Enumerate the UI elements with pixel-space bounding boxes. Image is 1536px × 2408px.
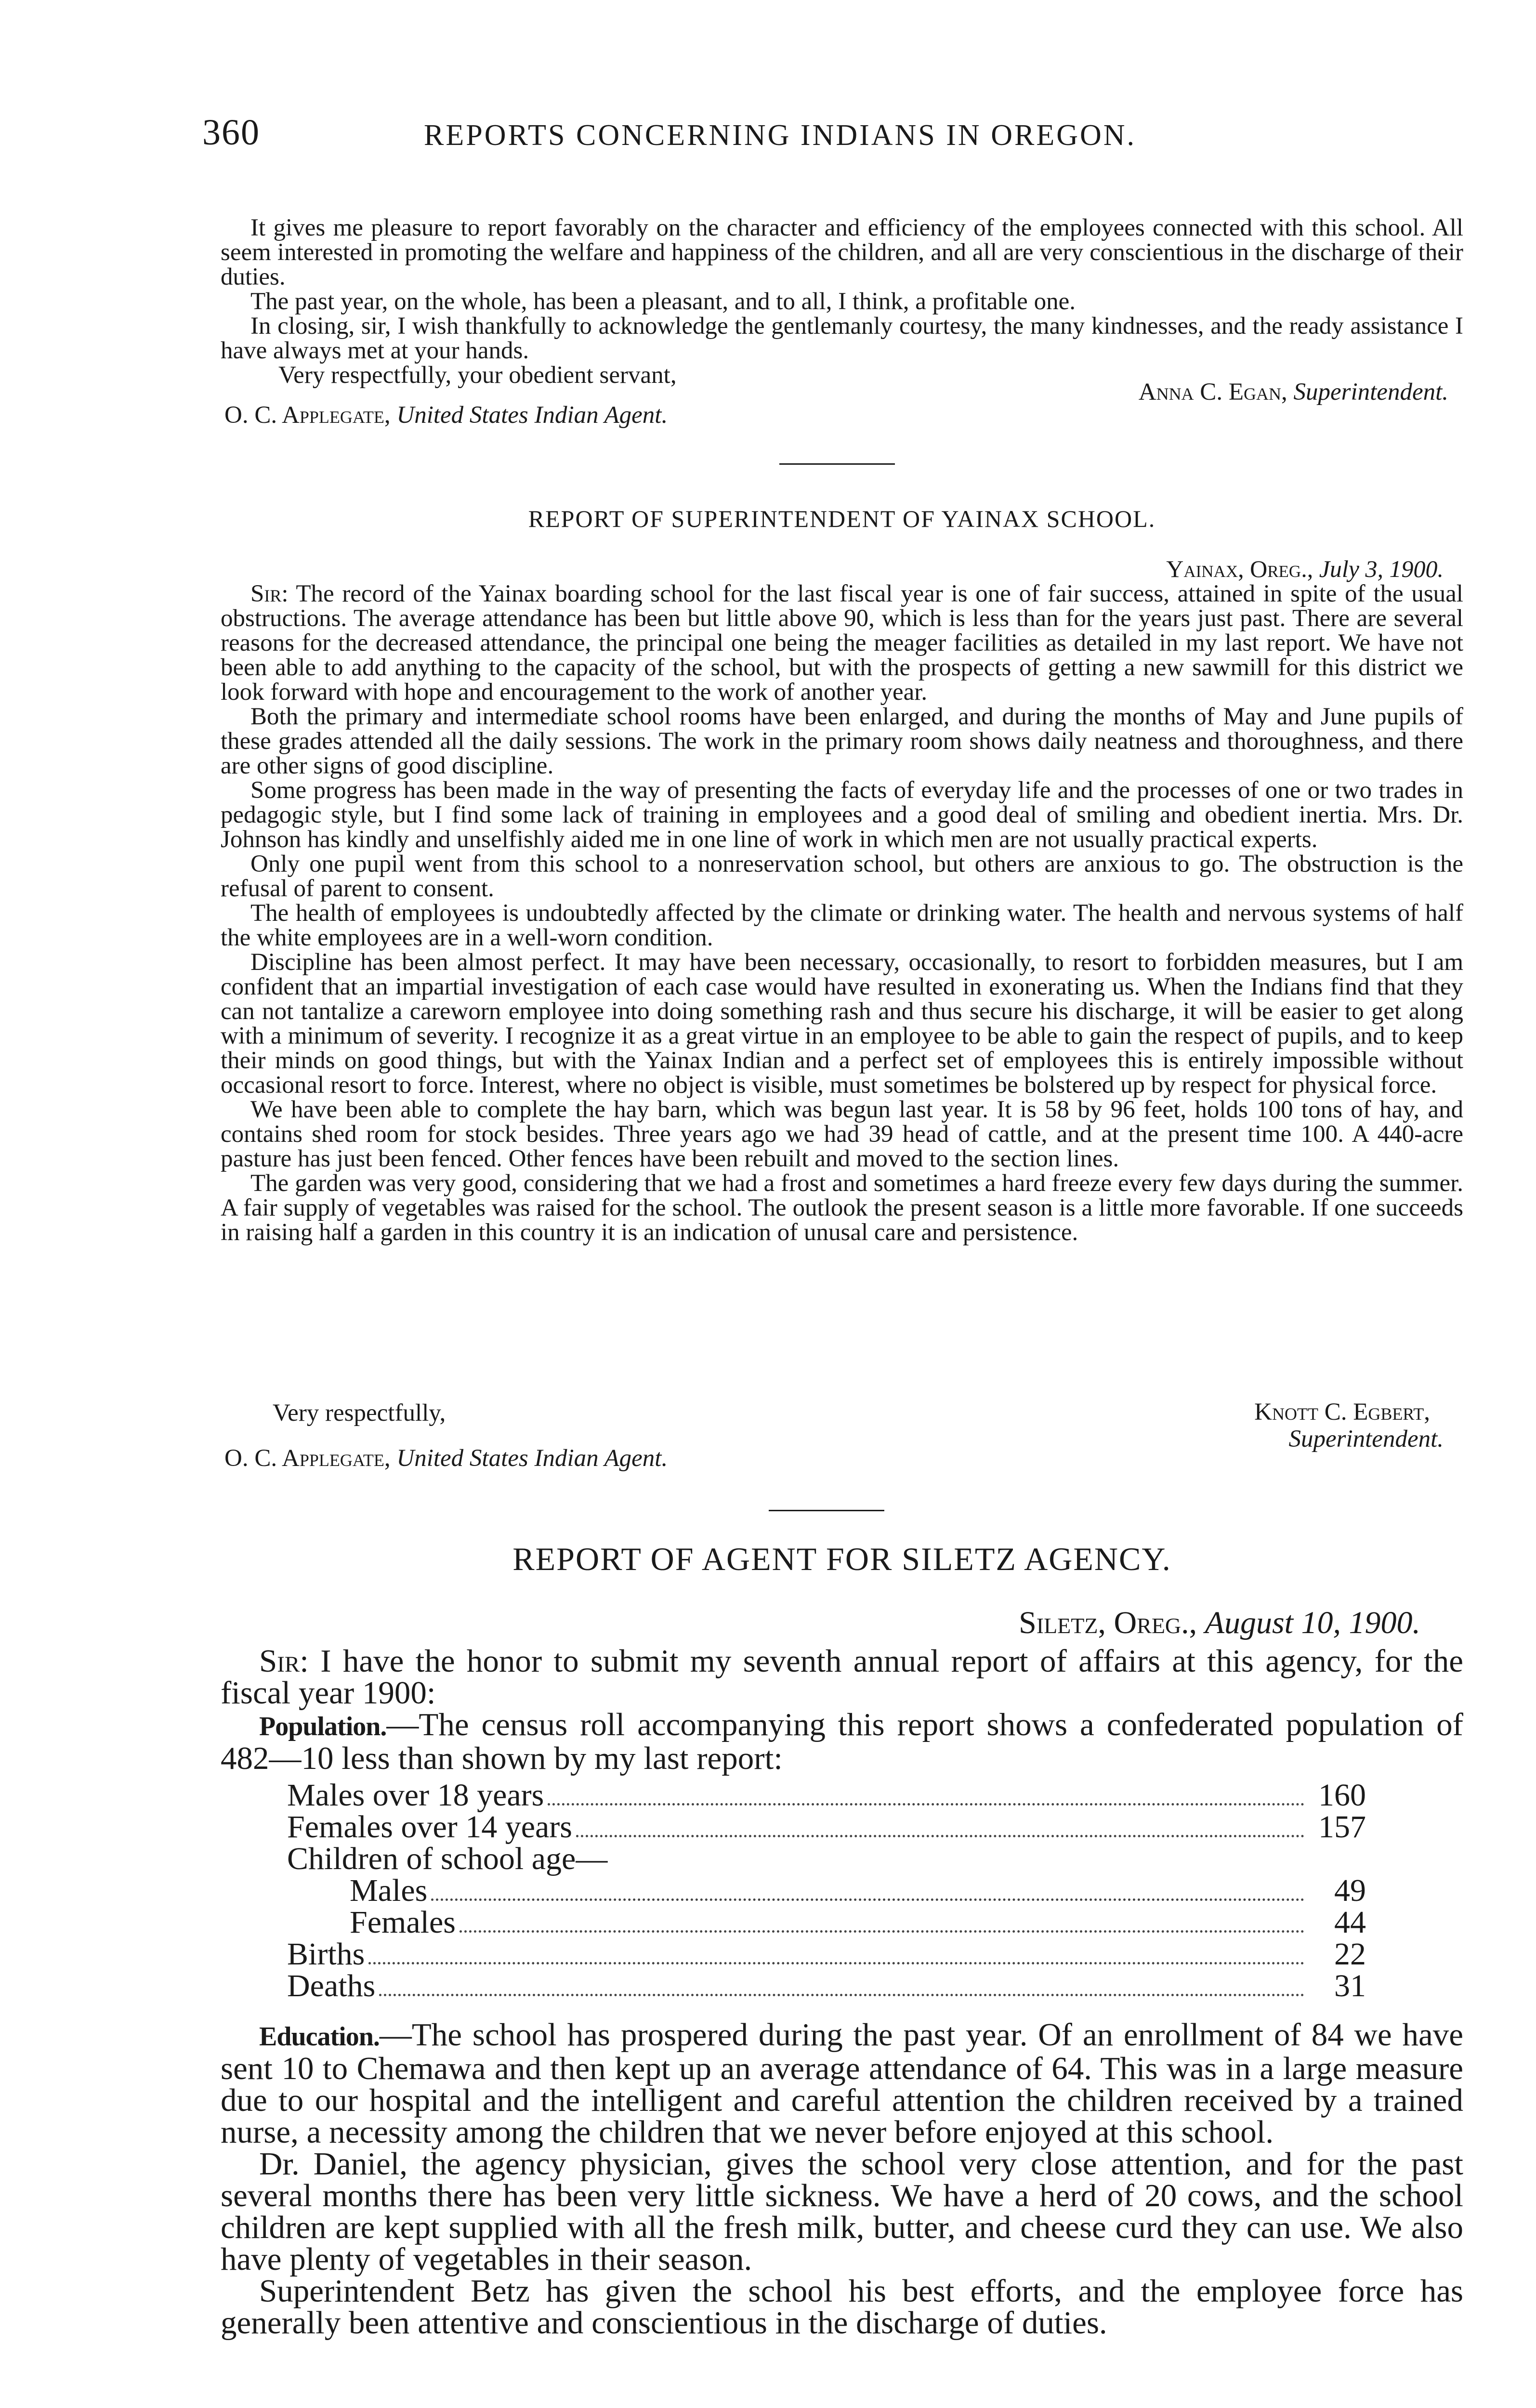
paragraph: Both the primary and intermediate school rooms have been enlarged, and during the months of May and June pupils of these grades attended all the daily sessions. The work in the primary room shows daily neatness and thoroughness, and there are other signs of good discipline. (221, 703, 1463, 779)
paragraph: We have been able to complete the hay barn, which was begun last year. It is 58 by 96 feet, holds 100 tons of hay, and contains shed room for stock besides. Three years ago we had 39 head of cattle, and at the present time 100. A 440-acre pasture has just been fenced. Other fences have been rebuilt and moved to the section lines. (221, 1096, 1463, 1172)
paragraph: Sir: The record of the Yainax boarding school for the last fiscal year is one of fair success, attained in spite of the usual obstructions. The average attendance has been but little above 90, which is less than for the years just past. There are several reasons for the decreased attendance, the principal one being the meager facilities as detailed in my last report. We have not been able to add anything to the capacity of the school, but with the prospects of getting a new sawmill for this district we look forward with hope and encouragement to the work of another year. (221, 580, 1463, 706)
addressee-name: O. C. Applegate, (224, 402, 391, 429)
education-heading: Education. (259, 2022, 380, 2052)
row-label: Males (350, 1873, 428, 1908)
paragraph: Discipline has been almost perfect. It may have been necessary, occasionally, to resort to forbidden measures, but I am confident that an impartial investigation of each case would have resulted in exonerating us. When the Indians find that they can not tantalize a careworn employee into doing something rash and thus secure his discharge, it will be easier to get along with a minimum of severity. I recognize it as a great virtue in an employee to be able to gain the respect of pupils, and to keep their minds on good things, but with the Yainax Indian and a perfect set of employees this is entirely impossible without occasional resort to force. Interest, where no object is visible, must sometimes be bolstered up by respect for physical force. (221, 949, 1463, 1099)
yainax-body (221, 582, 1463, 1245)
paragraph: Some progress has been made in the way of presenting the facts of everyday life and the processes of one or two trades in pedagogic style, but I find some lack of training in employees and a good deal of smiling and obedient inertia. Mrs. Dr. Johnson has kindly and unselfishly aided me in one line of work in which men are not usually practical experts. (221, 777, 1463, 853)
siletz-title: REPORT OF AGENT FOR SILETZ AGENCY. (512, 1541, 1171, 1577)
yainax-closing: Very respectfully, (273, 1400, 446, 1426)
yainax-dateline (1166, 555, 1444, 583)
leader-dots (548, 1803, 1304, 1806)
row-value: 44 (1334, 1905, 1366, 1940)
yainax-signature (1254, 1399, 1444, 1453)
leader-dots (431, 1898, 1304, 1901)
paragraph: Dr. Daniel, the agency physician, gives the school very close attention, and for the past several months there has been very little sickness. We have a herd of 20 cows, and the school children are kept supplied with all the fresh milk, butter, and cheese curd they can use. We also have plenty of vegetables in their season. (221, 2146, 1463, 2277)
row-value: 160 (1318, 1778, 1366, 1813)
population-heading: Population. (259, 1712, 387, 1741)
population-table (287, 1777, 1366, 2003)
row-label: Males over 18 years (287, 1778, 544, 1813)
paragraph: The garden was very good, considering that we had a frost and sometimes a hard freeze every few days during the summer. A fair supply of vegetables was raised for the school. The outlook the present season is a little more favorable. If one succeeds in raising half a garden in this country it is an indication of unusal care and persistence. (221, 1170, 1463, 1246)
siletz-intro (221, 1645, 1463, 1774)
paragraph: Population.—The census roll accompanying this report shows a confederated population of 482—10 less than shown by my last report: (221, 1707, 1463, 1776)
leader-dots (379, 1994, 1304, 1996)
prev-signature (1139, 379, 1448, 406)
paragraph: In closing, sir, I wish thankfully to acknowledge the gentlemanly courtesy, the many kindnesses, and the ready assistance I have always met at your hands. (221, 313, 1463, 364)
row-value: 49 (1334, 1873, 1366, 1908)
paragraph: The health of employees is undoubtedly affected by the climate or drinking water. The health and nervous systems of half the white employees are in a well-worn condition. (221, 900, 1463, 951)
section-divider (769, 1510, 884, 1511)
salutation: Sir: (259, 1643, 309, 1679)
salutation: Sir: (250, 580, 289, 607)
prev-report-body (221, 216, 1463, 388)
yainax-addressee (224, 1445, 668, 1472)
row-label: Females (350, 1905, 456, 1940)
row-label: Children of school age— (287, 1841, 608, 1876)
paragraph: It gives me pleasure to report favorably on the character and efficiency of the employees connected with this school. All seem interested in promoting the welfare and happiness of the children, and all are very conscientious in the discharge of their duties. (221, 214, 1463, 290)
signer-title: Superintendent. (1288, 1426, 1444, 1453)
row-value: 22 (1334, 1937, 1366, 1972)
page-header (202, 112, 1464, 170)
table-row (287, 1904, 1366, 1940)
signer-title: Superintendent. (1293, 379, 1448, 406)
prev-addressee (224, 402, 668, 429)
section-divider (779, 463, 895, 465)
addressee-title: United States Indian Agent. (396, 1445, 668, 1472)
paragraph: The past year, on the whole, has been a pleasant, and to all, I think, a profitable one. (250, 288, 1076, 315)
dateline-place: Siletz, Oreg., (1019, 1605, 1197, 1640)
table-row (287, 1968, 1366, 2003)
yainax-title: REPORT OF SUPERINTENDENT OF YAINAX SCHOOL. (528, 505, 1156, 532)
row-label: Females over 14 years (287, 1809, 572, 1845)
dateline-date: August 10, 1900. (1205, 1605, 1420, 1640)
row-label: Births (287, 1937, 365, 1972)
closing: Very respectfully, your obedient servant, (278, 362, 677, 389)
page-number: 360 (202, 112, 260, 153)
row-label: Deaths (287, 1968, 376, 2003)
siletz-dateline (1019, 1605, 1420, 1641)
dateline-date: July 3, 1900. (1319, 555, 1444, 582)
addressee-title: United States Indian Agent. (396, 402, 668, 429)
paragraph: Superintendent Betz has given the school his best efforts, and the employee force has generally been attentive and conscientious in the discharge of duties. (221, 2273, 1463, 2341)
table-row (287, 1841, 1366, 1876)
paragraph: Education.—The school has prospered during the past year. Of an enrollment of 84 we have sent 10 to Chemawa and then kept up an average attendance of 64. This was in a large measure due to our hospital and the intelligent and careful attention the children received by a trained nurse, a necessity among the children that we never before enjoyed at this school. (221, 2017, 1463, 2150)
signer-name: Anna C. Egan, (1138, 379, 1287, 406)
row-value: 31 (1334, 1968, 1366, 2003)
dateline-place: Yainax, Oreg., (1166, 555, 1313, 582)
paragraph: Sir: I have the honor to submit my seventh annual report of affairs at this agency, for the fiscal year 1900: (221, 1643, 1463, 1711)
running-head: REPORTS CONCERNING INDIANS IN OREGON. (424, 119, 1137, 152)
siletz-body (221, 2019, 1463, 2339)
paragraph: Only one pupil went from this school to a nonreservation school, but others are anxious to go. The obstruction is the refusal of parent to consent. (221, 851, 1463, 902)
table-row (287, 1777, 1366, 1813)
leader-dots (368, 1962, 1304, 1964)
table-row (287, 1809, 1366, 1845)
leader-dots (576, 1835, 1304, 1837)
signer-name: Knott C. Egbert, (1254, 1399, 1430, 1426)
addressee-name: O. C. Applegate, (224, 1445, 391, 1472)
leader-dots (459, 1930, 1304, 1933)
row-value: 157 (1318, 1809, 1366, 1845)
